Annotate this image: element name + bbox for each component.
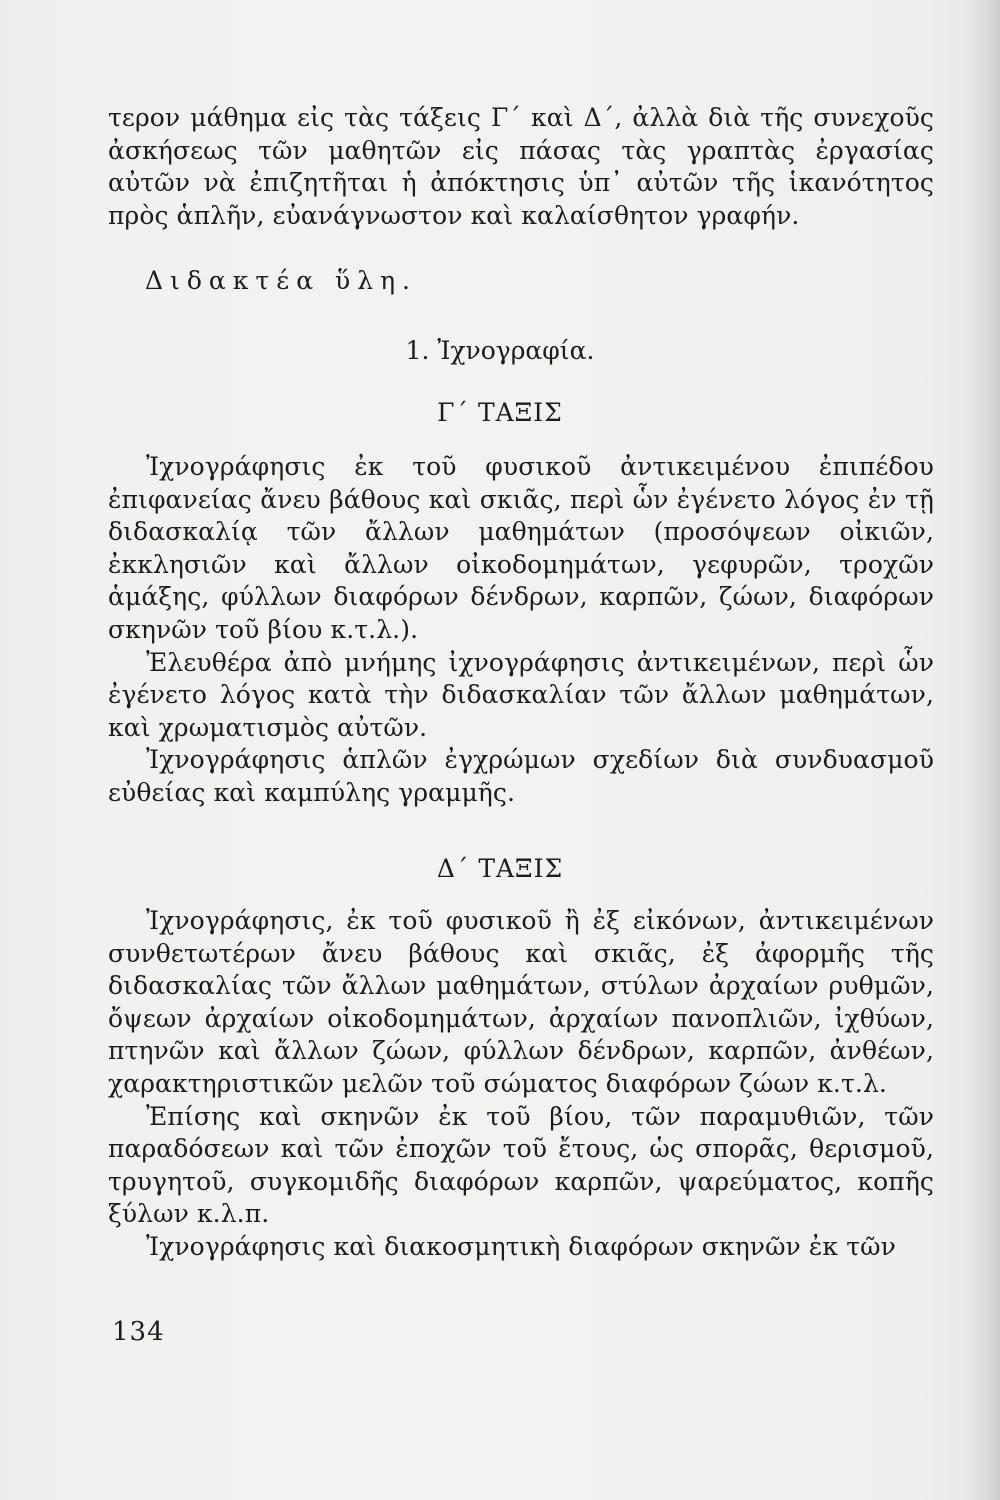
class-g-paragraph-2: Ἐλευθέρα ἀπὸ μνήμης ἰχνογράφησις ἀντικειμένων, περὶ ὧν ἐγένετο λόγος κατὰ τὴν διδασκαλίαν τῶν ἄλλων μαθημάτων, καὶ χρωματισμὸς αὐτῶν. [108, 647, 934, 742]
page-number: 134 [112, 1317, 165, 1347]
class-d-text [108, 905, 934, 1264]
section-heading: 1. Ἰχνογραφία. [405, 336, 595, 365]
subject-heading: Διδακτέα ὕλη. [145, 266, 417, 295]
class-g-paragraph-3: Ἰχνογράφησις ἁπλῶν ἐγχρώμων σχεδίων διὰ συνδυασμοῦ εὐθείας καὶ καμπύλης γραμμῆς. [108, 745, 934, 807]
class-g-text [108, 451, 934, 810]
class-d-paragraph-3: Ἰχνογράφησις καὶ διακοσμητικὴ διαφόρων σκηνῶν ἐκ τῶν [146, 1231, 896, 1261]
class-g-paragraph-1: Ἰχνογράφησις ἐκ τοῦ φυσικοῦ ἀντικειμένου ἐπιπέδου ἐπιφανείας ἄνευ βάθους καὶ σκιᾶς, περὶ ὧν ἐγένετο λόγος ἐν τῇ διδασκαλίᾳ τῶν ἄλλων μαθημάτων (προσόψεων οἰκιῶν, ἐκκλησιῶν καὶ ἄλλων οἰκοδομημάτων, γεφυρῶν, τροχῶν ἁμάξης, φύλλων διαφόρων δένδρων, καρπῶν, ζώων, διαφόρων σκηνῶν τοῦ βίου κ.τ.λ.). [108, 452, 934, 644]
intro-text [108, 102, 934, 234]
page-edge-shadow [966, 0, 1000, 1500]
class-d-paragraph-1: Ἰχνογράφησις, ἐκ τοῦ φυσικοῦ ἢ ἐξ εἰκόνων, ἀντικειμένων συνθετωτέρων ἄνευ βάθους καὶ σκιᾶς, ἐξ ἀφορμῆς τῆς διδασκαλίας τῶν ἄλλων μαθημάτων, στύλων ἀρχαίων ρυθμῶν, ὄψεων ἀρχαίων οἰκοδομημάτων, ἀρχαίων πανοπλιῶν, ἰχθύων, πτηνῶν καὶ ἄλλων ζώων, φύλλων δένδρων, καρπῶν, ἀνθέων, χαρακτηριστικῶν μελῶν τοῦ σώματος διαφόρων ζώων κ.τ.λ. [108, 906, 934, 1098]
intro-paragraph: τερον μάθημα εἰς τὰς τάξεις Γ΄ καὶ Δ΄, ἀλλὰ διὰ τῆς συνεχοῦς ἀσκήσεως τῶν μαθητῶν εἰς πάσας τὰς γραπτὰς ἐργασίας αὐτῶν νὰ ἐπιζητῆται ἡ ἀπόκτησις ὑπ᾽ αὐτῶν τῆς ἱκανότητος πρὸς ἁπλῆν, εὐανάγνωστον καὶ καλαίσθητον γραφήν. [108, 103, 934, 230]
class-d-heading: Δ΄ ΤΑΞΙΣ [436, 854, 564, 883]
class-g-heading: Γ΄ ΤΑΞΙΣ [437, 398, 563, 427]
class-d-paragraph-2: Ἐπίσης καὶ σκηνῶν ἐκ τοῦ βίου, τῶν παραμυθιῶν, τῶν παραδόσεων καὶ τῶν ἐποχῶν τοῦ ἔτους, ὡς σπορᾶς, θερισμοῦ, τρυγητοῦ, συγκομιδῆς διαφόρων καρπῶν, ψαρεύματος, κοπῆς ξύλων κ.λ.π. [108, 1101, 934, 1229]
